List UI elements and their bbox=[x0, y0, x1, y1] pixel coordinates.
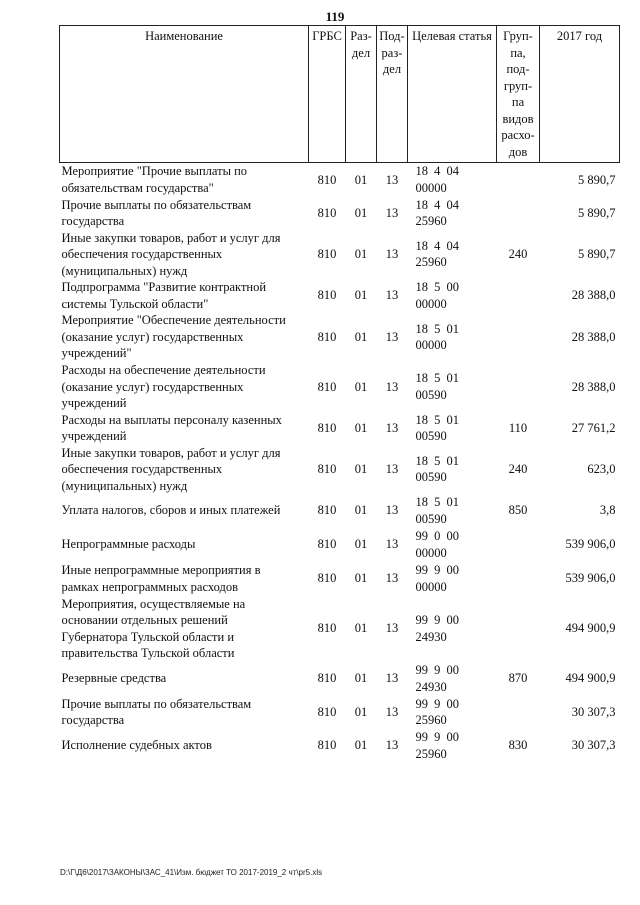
table-row bbox=[60, 729, 620, 762]
header-vr-line: па, bbox=[510, 45, 526, 60]
row-amount: 494 900,9 bbox=[565, 621, 616, 636]
table-row bbox=[60, 562, 620, 595]
row-amount: 5 890,7 bbox=[578, 172, 616, 187]
header-podrazdel bbox=[377, 26, 408, 163]
row-name bbox=[60, 662, 309, 695]
row-gpbs: 810 bbox=[317, 571, 337, 586]
table-row bbox=[60, 445, 620, 495]
table-row bbox=[60, 312, 620, 362]
row-name-line: Мероприятие "Обеспечение деятельности bbox=[61, 313, 286, 328]
row-name bbox=[60, 230, 309, 280]
row-name-line: Уплата налогов, сборов и иных платежей bbox=[61, 503, 281, 518]
row-vr: 870 bbox=[508, 671, 528, 686]
row-name-line: Расходы на выплаты персоналу казенных bbox=[61, 412, 282, 427]
row-name bbox=[60, 362, 309, 412]
row-name bbox=[60, 445, 309, 495]
row-name-line: учреждений bbox=[61, 429, 127, 443]
row-gpbs: 810 bbox=[317, 379, 337, 394]
row-razdel: 01 bbox=[354, 247, 368, 261]
row-razdel: 01 bbox=[354, 671, 368, 686]
row-target: 99 9 00 25960 bbox=[415, 730, 459, 761]
row-name-line: (оказание услуг) государственных bbox=[61, 329, 244, 344]
row-razdel: 01 bbox=[354, 503, 368, 518]
budget-table bbox=[59, 25, 620, 762]
row-gpbs: 810 bbox=[317, 738, 337, 753]
row-name bbox=[60, 312, 309, 362]
footer-file-path: D:\Г\Д6\2017\ЗАКОНЫ\ЗАС_41\Изм. бюджет ТО 2017-2019_2 чт\pr5.xls bbox=[60, 868, 323, 877]
row-target: 18 4 04 25960 bbox=[415, 238, 459, 270]
header-vr-line: груп- bbox=[503, 78, 533, 93]
row-vr bbox=[497, 362, 540, 412]
row-name-line: Прочие выплаты по обязательствам bbox=[61, 197, 252, 212]
table-row bbox=[60, 695, 620, 729]
row-vr bbox=[497, 562, 540, 595]
row-podrazdel: 13 bbox=[385, 621, 399, 636]
row-name-line: обязательствам государства" bbox=[61, 180, 214, 195]
row-name-line: правительства Тульской области bbox=[61, 646, 235, 660]
row-amount: 494 900,9 bbox=[565, 671, 616, 686]
header-podrazdel-line: раз- bbox=[381, 45, 403, 60]
row-podrazdel: 13 bbox=[385, 704, 399, 719]
row-name-line: обеспечения государственных bbox=[61, 247, 223, 261]
row-amount: 28 388,0 bbox=[571, 329, 616, 344]
row-target: 18 4 04 25960 bbox=[415, 197, 459, 228]
row-name bbox=[60, 695, 309, 729]
row-amount: 5 890,7 bbox=[578, 247, 616, 261]
row-gpbs: 810 bbox=[317, 462, 337, 476]
row-target: 99 9 00 25960 bbox=[415, 696, 459, 727]
row-razdel: 01 bbox=[354, 738, 368, 753]
row-amount: 5 890,7 bbox=[578, 205, 616, 220]
row-amount: 30 307,3 bbox=[571, 738, 616, 753]
row-amount: 539 906,0 bbox=[565, 537, 616, 552]
row-target: 99 9 00 24930 bbox=[415, 613, 459, 644]
header-vr-line: под- bbox=[506, 62, 530, 76]
row-name-line: Расходы на обеспечение деятельности bbox=[61, 363, 266, 377]
row-vr bbox=[497, 312, 540, 362]
table-row bbox=[60, 595, 620, 662]
row-vr bbox=[497, 163, 540, 197]
header-vr-line: па bbox=[511, 95, 525, 109]
row-name-line: государства bbox=[61, 713, 125, 727]
table-row bbox=[60, 527, 620, 562]
row-name bbox=[60, 279, 309, 312]
row-amount: 3,8 bbox=[599, 503, 616, 518]
header-razdel-line: дел bbox=[351, 45, 371, 60]
row-razdel: 01 bbox=[354, 420, 368, 435]
row-name-line: Прочие выплаты по обязательствам bbox=[61, 696, 252, 711]
row-name bbox=[60, 494, 309, 527]
row-gpbs: 810 bbox=[317, 329, 337, 344]
header-gpbs: ГРБС bbox=[309, 26, 346, 163]
header-podrazdel-line: Под- bbox=[379, 29, 405, 43]
row-target: 18 5 01 00000 bbox=[415, 321, 459, 352]
row-podrazdel: 13 bbox=[385, 247, 399, 261]
row-vr: 240 bbox=[508, 247, 528, 261]
header-razdel bbox=[346, 26, 377, 163]
row-vr: 110 bbox=[508, 420, 528, 435]
row-gpbs: 810 bbox=[317, 537, 337, 552]
row-gpbs: 810 bbox=[317, 247, 337, 261]
row-amount: 27 761,2 bbox=[571, 420, 616, 435]
row-vr: 240 bbox=[508, 462, 528, 476]
row-name-line: Резервные средства bbox=[61, 671, 167, 686]
table-row bbox=[60, 230, 620, 280]
table-body bbox=[60, 163, 620, 763]
row-podrazdel: 13 bbox=[385, 288, 399, 303]
row-name-line: учреждений bbox=[61, 396, 127, 410]
header-vr-line: видов bbox=[502, 111, 534, 126]
table-row bbox=[60, 412, 620, 445]
row-target: 18 5 01 00590 bbox=[415, 453, 459, 485]
table-header-row bbox=[60, 26, 620, 163]
row-gpbs: 810 bbox=[317, 172, 337, 187]
table-row bbox=[60, 662, 620, 695]
row-razdel: 01 bbox=[354, 172, 368, 187]
row-name-line: Иные закупки товаров, работ и услуг для bbox=[61, 230, 281, 245]
row-name-line: Подпрограмма "Развитие контрактной bbox=[61, 280, 267, 294]
header-razdel-line: Раз- bbox=[350, 29, 372, 43]
row-target: 99 9 00 00000 bbox=[415, 563, 459, 594]
row-target: 18 5 01 00590 bbox=[415, 412, 459, 443]
row-name-line: основании отдельных решений bbox=[61, 613, 228, 627]
row-name-line: (оказание услуг) государственных bbox=[61, 379, 244, 394]
table-row bbox=[60, 197, 620, 230]
row-razdel: 01 bbox=[354, 537, 368, 552]
row-razdel: 01 bbox=[354, 621, 368, 636]
row-target: 18 5 01 00590 bbox=[415, 495, 459, 526]
row-name-line: (муниципальных) нужд bbox=[61, 478, 188, 493]
row-podrazdel: 13 bbox=[385, 462, 399, 476]
header-target: Целевая статья bbox=[408, 26, 497, 163]
header-vr-line: Груп- bbox=[503, 29, 533, 43]
row-name-line: государства bbox=[61, 214, 125, 228]
row-name bbox=[60, 595, 309, 662]
row-amount: 539 906,0 bbox=[565, 571, 616, 586]
row-vr: 850 bbox=[508, 503, 528, 518]
row-name bbox=[60, 562, 309, 595]
row-target: 18 4 04 00000 bbox=[415, 164, 459, 195]
row-podrazdel: 13 bbox=[385, 329, 399, 344]
row-razdel: 01 bbox=[354, 704, 368, 719]
page-number: 119 bbox=[325, 9, 345, 24]
row-name bbox=[60, 412, 309, 445]
row-name bbox=[60, 527, 309, 562]
row-target: 18 5 01 00590 bbox=[415, 371, 459, 402]
row-vr: 830 bbox=[508, 738, 528, 753]
row-vr bbox=[497, 527, 540, 562]
row-podrazdel: 13 bbox=[385, 172, 399, 187]
row-podrazdel: 13 bbox=[385, 738, 399, 753]
table-row bbox=[60, 362, 620, 412]
row-vr bbox=[497, 197, 540, 230]
row-podrazdel: 13 bbox=[385, 503, 399, 518]
row-target: 99 9 00 24930 bbox=[415, 663, 459, 694]
row-name-line: (муниципальных) нужд bbox=[61, 263, 188, 278]
header-podrazdel-line: дел bbox=[382, 62, 402, 76]
header-vr bbox=[497, 26, 540, 163]
row-name-line: системы Тульской области" bbox=[61, 296, 209, 311]
table-row bbox=[60, 163, 620, 197]
row-gpbs: 810 bbox=[317, 503, 337, 518]
row-razdel: 01 bbox=[354, 205, 368, 220]
header-name: Наименование bbox=[60, 26, 309, 163]
row-podrazdel: 13 bbox=[385, 420, 399, 435]
row-gpbs: 810 bbox=[317, 704, 337, 719]
row-name-line: Мероприятие "Прочие выплаты по bbox=[61, 164, 248, 179]
row-vr bbox=[497, 595, 540, 662]
row-name-line: Иные закупки товаров, работ и услуг для bbox=[61, 445, 281, 460]
row-name-line: Мероприятия, осуществляемые на bbox=[61, 596, 246, 611]
row-razdel: 01 bbox=[354, 288, 368, 303]
header-vr-line: дов bbox=[508, 144, 528, 159]
row-amount: 28 388,0 bbox=[571, 288, 616, 303]
header-year: 2017 год bbox=[540, 26, 620, 163]
row-target: 18 5 00 00000 bbox=[415, 280, 459, 311]
row-name-line: рамках непрограммных расходов bbox=[61, 579, 239, 594]
row-gpbs: 810 bbox=[317, 288, 337, 303]
header-vr-line: расхо- bbox=[501, 128, 535, 142]
row-name-line: Непрограммные расходы bbox=[61, 537, 196, 552]
row-vr bbox=[497, 695, 540, 729]
row-name-line: Губернатора Тульской области и bbox=[61, 629, 235, 644]
row-amount: 28 388,0 bbox=[571, 379, 616, 394]
table-row bbox=[60, 494, 620, 527]
row-podrazdel: 13 bbox=[385, 379, 399, 394]
row-name-line: Иные непрограммные мероприятия в bbox=[61, 563, 261, 577]
row-name-line: Исполнение судебных актов bbox=[61, 738, 212, 753]
table-row bbox=[60, 279, 620, 312]
row-name-line: учреждений" bbox=[61, 346, 132, 361]
row-name bbox=[60, 729, 309, 762]
row-gpbs: 810 bbox=[317, 420, 337, 435]
row-podrazdel: 13 bbox=[385, 205, 399, 220]
row-podrazdel: 13 bbox=[385, 571, 399, 586]
row-name-line: обеспечения государственных bbox=[61, 462, 223, 476]
row-name bbox=[60, 197, 309, 230]
row-razdel: 01 bbox=[354, 462, 368, 476]
row-gpbs: 810 bbox=[317, 671, 337, 686]
row-podrazdel: 13 bbox=[385, 537, 399, 552]
row-podrazdel: 13 bbox=[385, 671, 399, 686]
row-target: 99 0 00 00000 bbox=[415, 529, 459, 560]
row-amount: 30 307,3 bbox=[571, 704, 616, 719]
row-gpbs: 810 bbox=[317, 621, 337, 636]
row-name bbox=[60, 163, 309, 197]
row-vr bbox=[497, 279, 540, 312]
row-gpbs: 810 bbox=[317, 205, 337, 220]
row-razdel: 01 bbox=[354, 329, 368, 344]
row-amount: 623,0 bbox=[587, 462, 616, 476]
row-razdel: 01 bbox=[354, 571, 368, 586]
row-razdel: 01 bbox=[354, 379, 368, 394]
